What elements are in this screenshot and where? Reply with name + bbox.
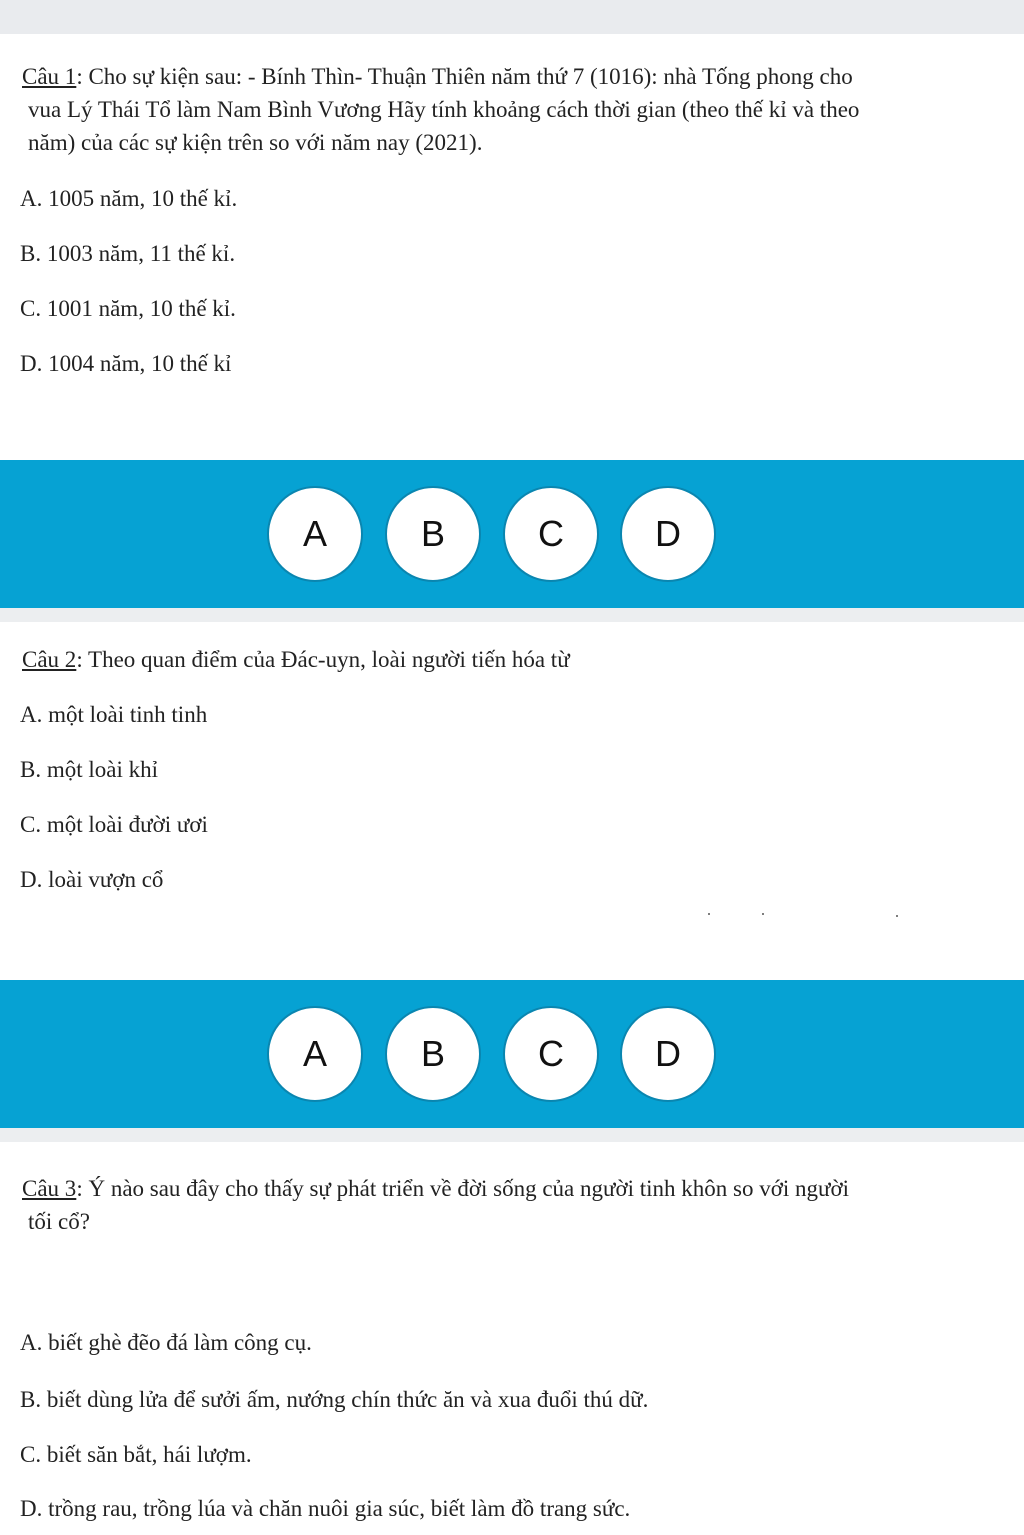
question-2-text: Câu 2: Theo quan điểm của Đác-uyn, loài người tiến hóa từ — [22, 647, 570, 672]
question-2-option-d: D. loài vượn cổ — [20, 867, 164, 892]
answer-d-button[interactable]: D — [620, 1006, 716, 1102]
answer-band-2 — [0, 980, 1024, 1128]
band-divider — [0, 1128, 1024, 1142]
question-1 — [22, 60, 982, 159]
question-3-option-d: D. trồng rau, trồng lúa và chăn nuôi gia súc, biết làm đồ trang sức. — [20, 1496, 631, 1521]
question-2-label: Câu 2 — [22, 647, 77, 672]
question-3 — [22, 1172, 982, 1238]
answer-a-button[interactable]: A — [267, 486, 363, 582]
speck — [708, 913, 710, 915]
answer-d-button[interactable]: D — [620, 486, 716, 582]
answer-band-1 — [0, 460, 1024, 608]
question-1-label: Câu 1 — [22, 64, 77, 89]
question-3-option-b: B. biết dùng lửa để sưởi ấm, nướng chín thức ăn và xua đuổi thú dữ. — [20, 1387, 649, 1412]
question-1-option-c: C. 1001 năm, 10 thế kỉ. — [20, 296, 236, 321]
question-1-option-d: D. 1004 năm, 10 thế kỉ — [20, 351, 232, 376]
answer-b-button[interactable]: B — [385, 1006, 481, 1102]
question-3-option-c: C. biết săn bắt, hái lượm. — [20, 1442, 252, 1467]
question-2-option-b: B. một loài khỉ — [20, 757, 158, 782]
question-3-label: Câu 3 — [22, 1176, 77, 1201]
question-1-option-b: B. 1003 năm, 11 thế kỉ. — [20, 241, 236, 266]
question-3-text: Câu 3: Ý nào sau đây cho thấy sự phát triển về đời sống của người tinh khôn so với người tối cổ? — [22, 1176, 850, 1234]
question-2-option-a: A. một loài tinh tinh — [20, 702, 208, 727]
question-1-option-a: A. 1005 năm, 10 thế kỉ. — [20, 186, 238, 211]
answer-b-button[interactable]: B — [385, 486, 481, 582]
answer-c-button[interactable]: C — [503, 1006, 599, 1102]
band-divider — [0, 608, 1024, 622]
answer-a-button[interactable]: A — [267, 1006, 363, 1102]
top-bar — [0, 0, 1024, 34]
question-2-option-c: C. một loài đười ươi — [20, 812, 208, 837]
speck — [896, 915, 898, 917]
question-1-text: Câu 1: Cho sự kiện sau: - Bính Thìn- Thuận Thiên năm thứ 7 (1016): nhà Tống phong cho vua Lý Thái Tổ làm Nam Bình Vương Hãy tính khoảng cách thời gian (theo thế kỉ và theo năm) của các sự kiện trên so với năm nay (2021). — [22, 64, 860, 155]
question-3-option-a: A. biết ghè đẽo đá làm công cụ. — [20, 1330, 312, 1355]
speck — [762, 913, 764, 915]
answer-c-button[interactable]: C — [503, 486, 599, 582]
question-2 — [22, 643, 982, 676]
